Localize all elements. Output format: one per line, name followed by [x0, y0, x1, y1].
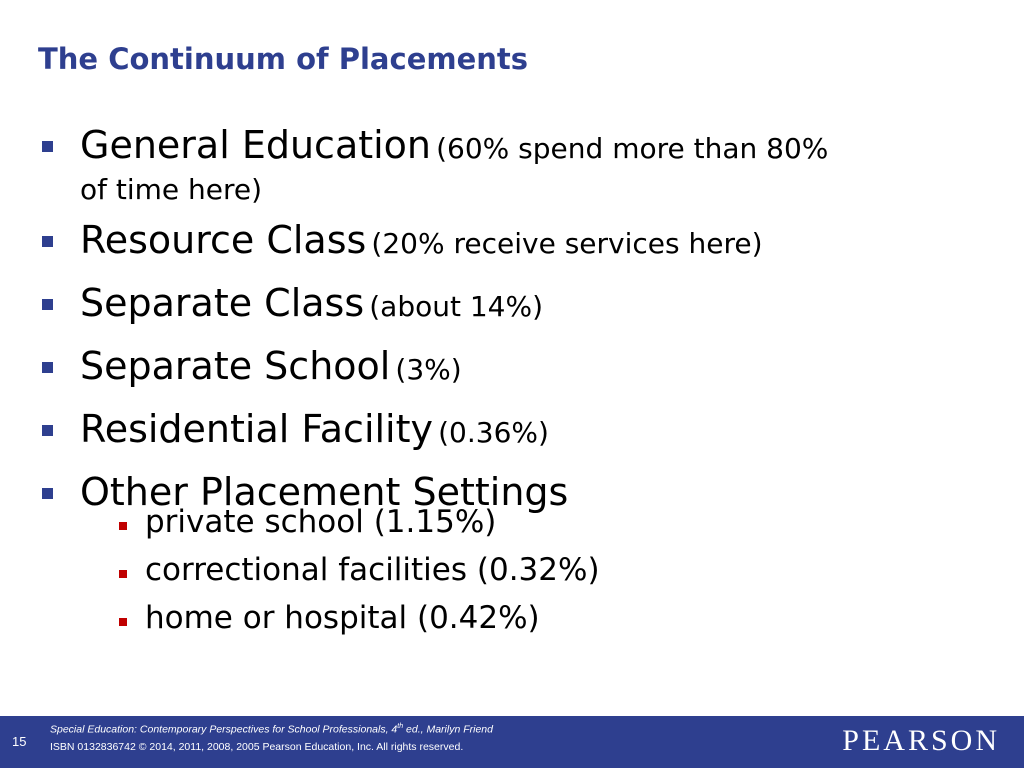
book-title: Special Education: Contemporary Perspectives for School Professionals, 4 — [50, 723, 398, 736]
subbullet-item — [118, 596, 600, 644]
red-square-bullet-icon — [119, 522, 127, 530]
subbullet-text: home or hospital (0.42%) — [145, 600, 540, 636]
bullet-paren-text: (3%) — [395, 353, 462, 386]
isbn-copyright: ISBN 0132836742 © 2014, 2011, 2008, 2005 Pearson Education, Inc. All rights reserved. — [50, 741, 464, 753]
square-bullet-icon — [42, 425, 53, 436]
bullet-main-text: Residential Facility — [80, 407, 434, 451]
footer-bar — [0, 716, 1024, 768]
bullet-paren-text: (20% receive services here) — [371, 227, 763, 260]
bullet-paren-continuation: of time here) — [80, 173, 263, 206]
square-bullet-icon — [42, 236, 53, 247]
bullet-item-general-education — [40, 122, 980, 208]
bullet-main-text: Separate Class — [80, 281, 365, 325]
bullet-paren-text: (about 14%) — [369, 290, 544, 323]
edition-author: ed., Marilyn Friend — [403, 723, 493, 736]
subbullet-item — [118, 500, 600, 548]
bullet-main-text: Separate School — [80, 344, 391, 388]
slide-title: The Continuum of Placements — [38, 42, 529, 76]
square-bullet-icon — [42, 488, 53, 499]
bullet-item-residential-facility — [40, 406, 980, 460]
square-bullet-icon — [42, 141, 53, 152]
page-number: 15 — [12, 734, 27, 749]
bullet-item-separate-school — [40, 343, 980, 397]
bullet-main-text: General Education — [80, 123, 432, 167]
square-bullet-icon — [42, 299, 53, 310]
bullet-paren-text: (60% spend more than 80% — [436, 132, 829, 165]
red-square-bullet-icon — [119, 570, 127, 578]
edition-superscript: th — [397, 723, 404, 730]
bullet-list — [40, 122, 980, 532]
square-bullet-icon — [42, 362, 53, 373]
bullet-paren-text: (0.36%) — [438, 416, 549, 449]
red-square-bullet-icon — [119, 618, 127, 626]
subbullet-item — [118, 548, 600, 596]
subbullet-text: correctional facilities (0.32%) — [145, 552, 600, 588]
pearson-logo: PEARSON — [842, 724, 1000, 757]
bullet-main-text: Resource Class — [80, 218, 367, 262]
subbullet-text: private school (1.15%) — [145, 504, 497, 540]
subbullet-list — [118, 500, 600, 644]
bullet-item-separate-class — [40, 280, 980, 334]
bullet-main-text: Other Placement Settings — [80, 470, 569, 514]
book-reference — [50, 723, 493, 736]
bullet-item-resource-class — [40, 217, 980, 271]
